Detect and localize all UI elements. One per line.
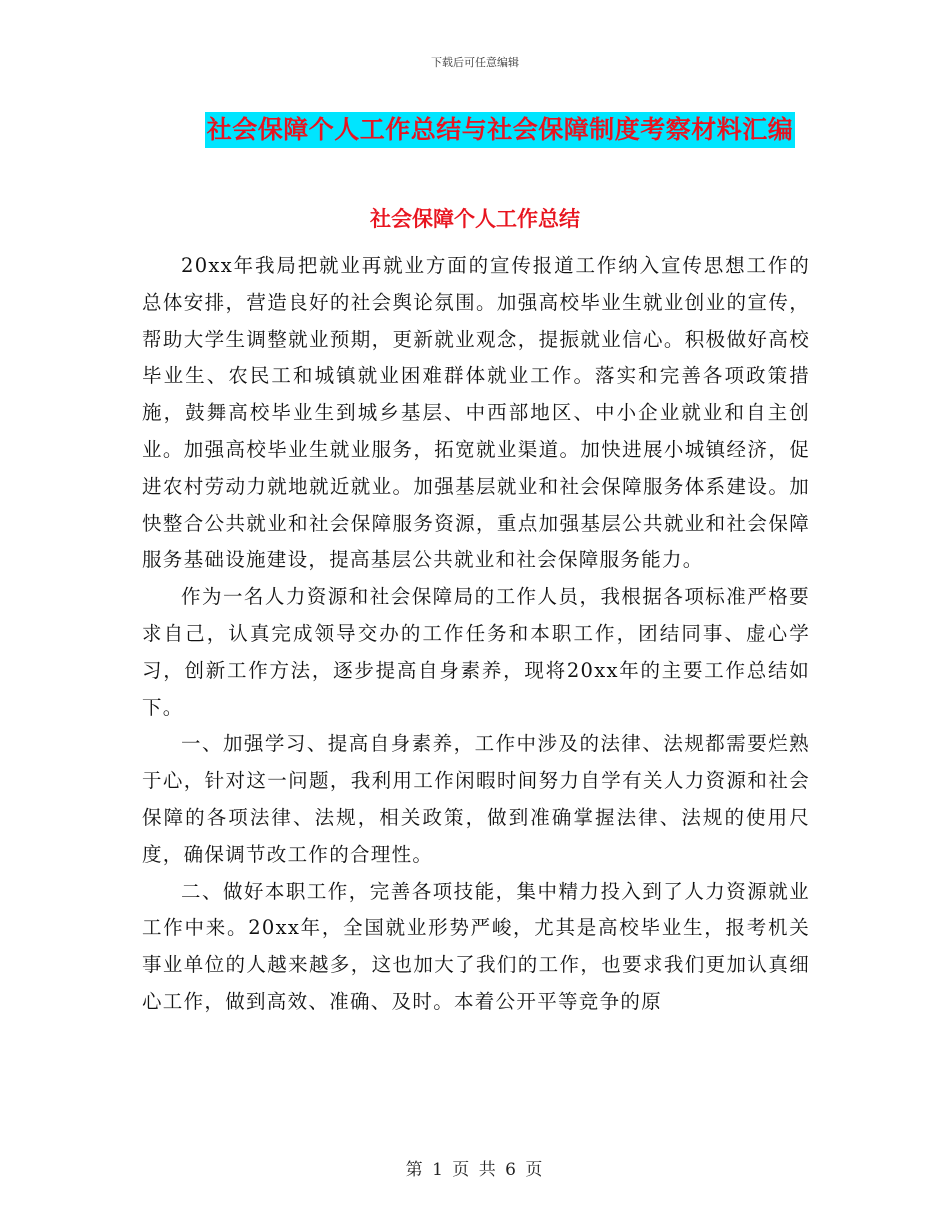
paragraph-2: 作为一名人力资源和社会保障局的工作人员，我根据各项标准严格要求自己，认真完成领导交办的工作任务和本职工作，团结同事、虚心学习，创新工作方法，逐步提高自身素养，现将20xx年的主要工作总结如下。: [142, 585, 810, 719]
paragraph-1: 20xx年我局把就业再就业方面的宣传报道工作纳入宣传思想工作的总体安排，营造良好的社会舆论氛围。加强高校毕业生就业创业的宣传，帮助大学生调整就业预期，更新就业观念，提振就业信心。积极做好高校毕业生、农民工和城镇就业困难群体就业工作。落实和完善各项政策措施，鼓舞高校毕业生到城乡基层、中西部地区、中小企业就业和自主创业。加强高校毕业生就业服务，拓宽就业渠道。加快进展小城镇经济，促进农村劳动力就地就近就业。加强基层就业和社会保障服务体系建设。加快整合公共就业和社会保障服务资源，重点加强基层公共就业和社会保障服务基础设施建设，提高基层公共就业和社会保障服务能力。: [142, 254, 810, 572]
main-title: 社会保障个人工作总结与社会保障制度考察材料汇编: [205, 112, 796, 148]
section-title: 社会保障个人工作总结: [370, 207, 580, 231]
page-footer: 第 1 页 共 6 页: [405, 1160, 545, 1180]
header-note: 下载后可任意编辑: [431, 56, 519, 69]
main-title-container: [0, 112, 950, 148]
document-body: [142, 248, 810, 1021]
paragraph-3: 一、加强学习、提高自身素养，工作中涉及的法律、法规都需要烂熟于心，针对这一问题，我利用工作闲暇时间努力自学有关人力资源和社会保障的各项法律、法规，相关政策，做到准确掌握法律、法规的使用尺度，确保调节改工作的合理性。: [142, 732, 810, 866]
paragraph-4: 二、做好本职工作，完善各项技能，集中精力投入到了人力资源就业工作中来。20xx年，全国就业形势严峻，尤其是高校毕业生，报考机关事业单位的人越来越多，这也加大了我们的工作，也要求我们更加认真细心工作，做到高效、准确、及时。本着公开平等竞争的原: [142, 879, 810, 1013]
